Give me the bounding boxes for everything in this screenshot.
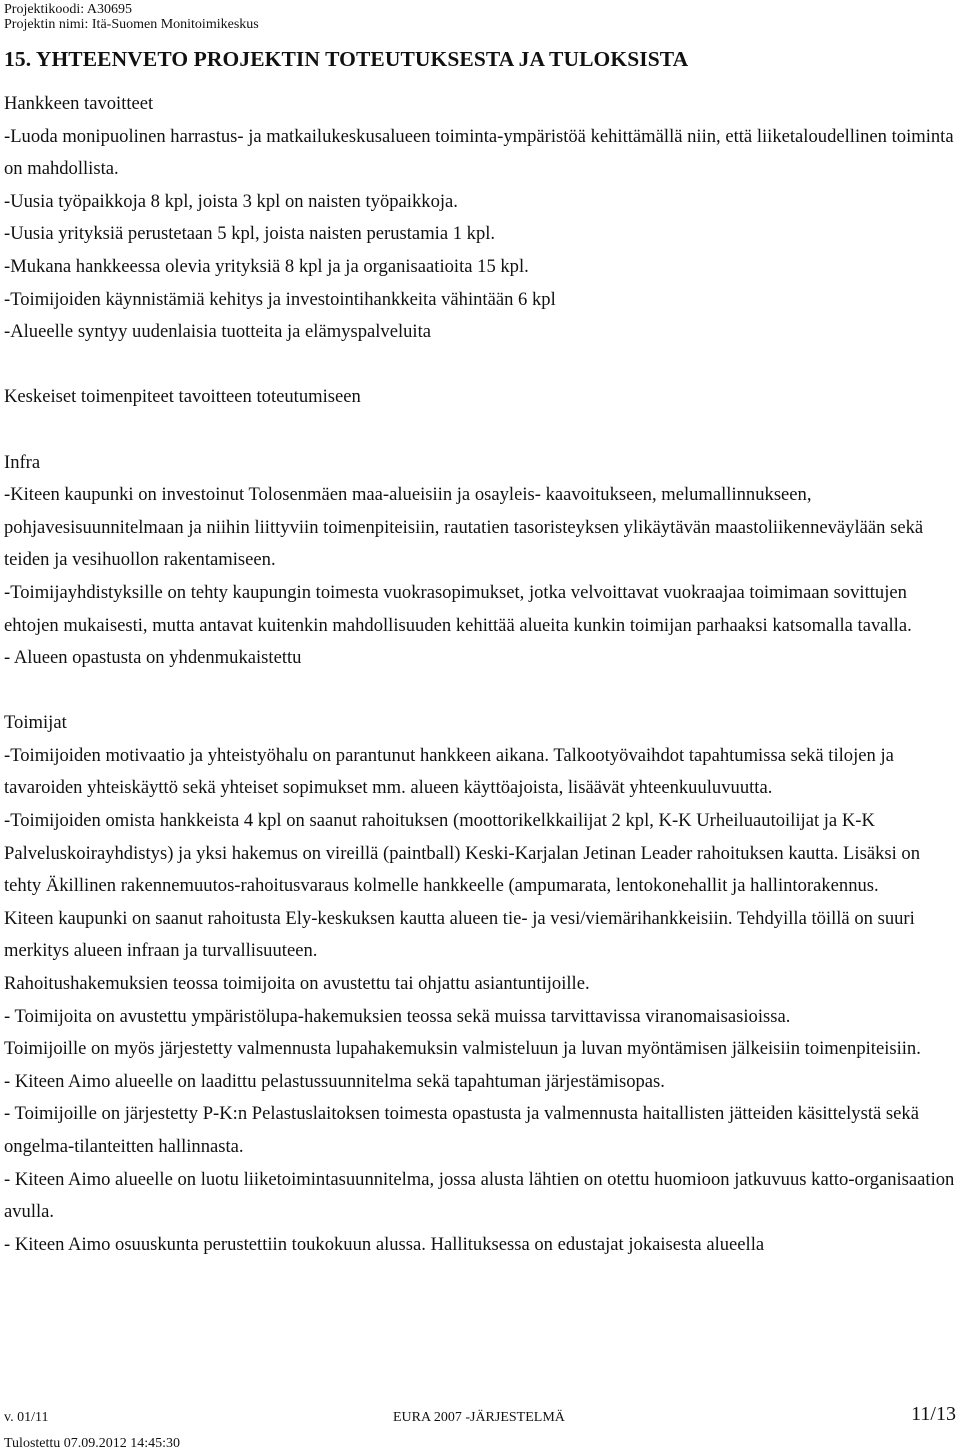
- actor-item: Toimijoille on myös järjestetty valmennusta lupahakemuksin valmisteluun ja luvan myöntämisen jälkeisiin toimenpiteisiin.: [4, 1038, 921, 1060]
- footer-version: v. 01/11: [4, 1410, 49, 1425]
- goal-item: -Mukana hankkeessa olevia yrityksiä 8 kpl ja ja organisaatioita 15 kpl.: [4, 255, 529, 277]
- document-body: [4, 88, 958, 1261]
- actor-item: - Kiteen Aimo alueelle on laadittu pelastussuunnitelma sekä tapahtuman järjestämisopas.: [4, 1070, 665, 1092]
- project-code: Projektikoodi: A30695: [4, 2, 132, 17]
- project-name: Projektin nimi: Itä-Suomen Monitoimikeskus: [4, 17, 259, 32]
- goals-heading: Hankkeen tavoitteet: [4, 93, 154, 114]
- page-number: 11/13: [911, 1403, 956, 1425]
- goal-item: -Uusia työpaikkoja 8 kpl, joista 3 kpl on naisten työpaikkoja.: [4, 190, 458, 212]
- actor-item: - Kiteen Aimo osuuskunta perustettiin toukokuun alussa. Hallituksessa on edustajat jokaisesta alueella: [4, 1233, 765, 1255]
- actor-item: -Toimijoiden motivaatio ja yhteistyöhalu on parantunut hankkeen aikana. Talkootyövaihdot tapahtumissa sekä tilojen ja tavaroiden yhteiskäyttö sekä yhteiset sopimukset mm. alueen käyttöajoista, lisäävät yhteenkuuluvuutta.: [4, 744, 894, 799]
- actor-item: Kiteen kaupunki on saanut rahoitusta Ely-keskuksen kautta alueen tie- ja vesi/viemärihankkeisiin. Tehdyilla töillä on suuri merkitys alueen infraan ja turvallisuuteen.: [4, 907, 915, 962]
- infra-heading: Infra: [4, 451, 41, 473]
- section-title: 15. YHTEENVETO PROJEKTIN TOTEUTUKSESTA JA TULOKSISTA: [4, 47, 689, 71]
- goal-item: -Luoda monipuolinen harrastus- ja matkailukeskusalueen toiminta-ympäristöä kehittämällä niin, että liiketaloudellinen toiminta on mahdollista.: [4, 125, 954, 180]
- footer-system: EURA 2007 -JÄRJESTELMÄ: [393, 1410, 565, 1425]
- actor-item: - Kiteen Aimo alueelle on luotu liiketoimintasuunnitelma, jossa alusta lähtien on otettu huomioon jatkuvuus katto-organisaation avulla.: [4, 1168, 955, 1223]
- actor-item: - Toimijoille on järjestetty P-K:n Pelastuslaitoksen toimesta opastusta ja valmennusta haitallisten jätteiden käsittelystä sekä ongelma-tilanteitten hallinnasta.: [4, 1103, 919, 1157]
- actor-item: -Toimijoiden omista hankkeista 4 kpl on saanut rahoituksen (moottorikelkkailijat 2 kpl, K-K Urheiluautoilijat ja K-K Palveluskoirayhdistys) ja yksi hakemus on vireillä (paintball) Keski-Karjalan Jetinan Leader rahoituksen kautta. Lisäksi on tehty Äkillinen rakennemuutos-rahoitusvaraus kolmelle hankkeelle (ampumarata, lentokonehallit ja hallintorakennus.: [4, 810, 921, 897]
- infra-item: -Kiteen kaupunki on investoinut Tolosenmäen maa-alueisiin ja osayleis- kaavoitukseen, melumallinnukseen, pohjavesisuunnitelmaan ja niihin liittyviin toimenpiteisiin, rautatien tasoristeyksen ylikäytävän maastoliikenneväylään sekä teiden ja vesihuollon rakentamiseen.: [4, 484, 924, 571]
- actor-item: Rahoitushakemuksien teossa toimijoita on avustettu tai ohjattu asiantuntijoille.: [4, 973, 590, 995]
- goal-item: -Uusia yrityksiä perustetaan 5 kpl, joista naisten perustamia 1 kpl.: [4, 223, 496, 245]
- measures-heading: Keskeiset toimenpiteet tavoitteen toteutumiseen: [4, 386, 361, 408]
- goal-item: -Alueelle syntyy uudenlaisia tuotteita ja elämyspalveluita: [4, 321, 432, 343]
- goal-item: -Toimijoiden käynnistämiä kehitys ja investointihankkeita vähintään 6 kpl: [4, 288, 556, 310]
- actors-heading: Toimijat: [4, 712, 67, 734]
- print-timestamp: Tulostettu 07.09.2012 14:45:30: [4, 1436, 181, 1451]
- infra-item: -Toimijayhdistyksille on tehty kaupungin toimesta vuokrasopimukset, jotka velvoittavat vuokraajaa toimimaan sovittujen ehtojen mukaisesti, mutta antavat kuitenkin mahdollisuuden kehittää alueita kunkin toimijan parhaaksi katsomalla tavalla.: [4, 581, 912, 636]
- actor-item: - Toimijoita on avustettu ympäristölupa-hakemuksien teossa sekä muissa tarvittavissa viranomaisasioissa.: [4, 1005, 791, 1027]
- infra-item: - Alueen opastusta on yhdenmukaistettu: [4, 647, 302, 669]
